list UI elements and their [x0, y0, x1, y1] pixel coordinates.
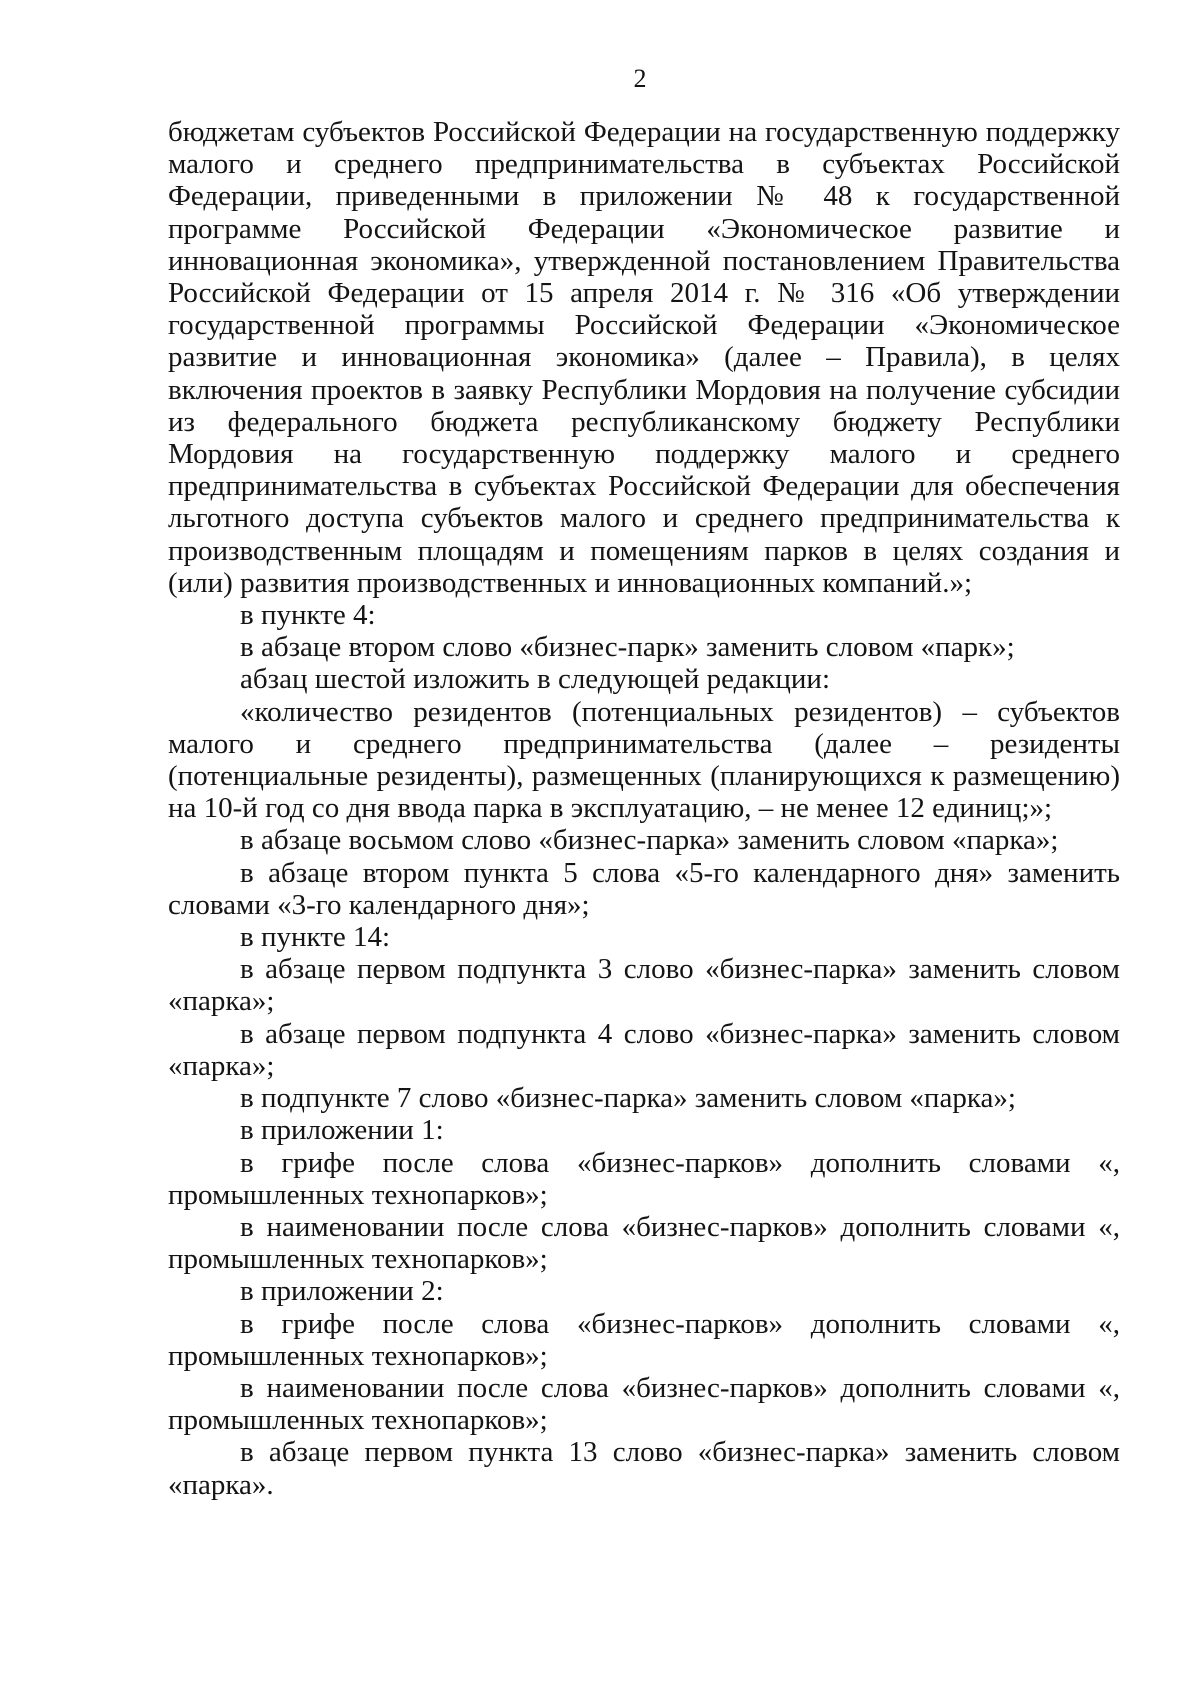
- paragraph: в пункте 4:: [240, 599, 376, 632]
- paragraph: в наименовании после слова «бизнес-парков» дополнить словами «, промышленных технопарков»;: [168, 1371, 1120, 1437]
- page-number: 2: [633, 64, 647, 93]
- paragraph: «количество резидентов (потенциальных резидентов) – субъектов малого и среднего предпринимательства (далее – резиденты (потенциальные резиденты), размещенных (планирующихся к размещению) на 10-й год со дня ввода парка в эксплуатацию, – не менее 12 единиц;»;: [168, 695, 1120, 825]
- paragraph: в абзаце втором слово «бизнес-парк» заменить словом «парк»;: [240, 631, 1015, 664]
- paragraph: в абзаце первом подпункта 4 слово «бизнес-парка» заменить словом «парка»;: [168, 1017, 1120, 1082]
- paragraph: в грифе после слова «бизнес-парков» дополнить словами «, промышленных технопарков»;: [168, 1307, 1120, 1372]
- paragraph: бюджетам субъектов Российской Федерации на государственную поддержку малого и среднего предпринимательства в субъектах Российской Федерации, приведенными в приложении № 48 к государственной программе Российской Федерации «Экономическое развитие и инновационная экономика», утвержденной постановлением Правительства Российской Федерации от 15 апреля 2014 г. № 316 «Об утверждении государственной программы Российской Федерации «Экономическое развитие и инновационная экономика» (далее – Правила), в целях включения проектов в заявку Республики Мордовия на получение субсидии из федерального бюджета республиканскому бюджету Республики Мордовия на государственную поддержку малого и среднего предпринимательства в субъектах Российской Федерации для обеспечения льготного доступа субъектов малого и среднего предпринимательства к производственным площадям и помещениям парков в целях создания и (или) развития производственных и инновационных компаний.»;: [168, 116, 1120, 599]
- paragraph: в наименовании после слова «бизнес-парков» дополнить словами «, промышленных технопарков»;: [168, 1210, 1120, 1276]
- paragraph: абзац шестой изложить в следующей редакции:: [240, 663, 830, 696]
- paragraph: в пункте 14:: [240, 921, 391, 954]
- paragraph: в приложении 2:: [240, 1275, 444, 1308]
- paragraph: в приложении 1:: [240, 1114, 444, 1147]
- paragraph: в грифе после слова «бизнес-парков» дополнить словами «, промышленных технопарков»;: [168, 1146, 1120, 1211]
- paragraph: в абзаце восьмом слово «бизнес-парка» заменить словом «парка»;: [240, 824, 1059, 857]
- paragraph: в абзаце первом пункта 13 слово «бизнес-парка» заменить словом «парка».: [168, 1436, 1120, 1501]
- paragraph: в абзаце втором пункта 5 слова «5-го календарного дня» заменить словами «3-го календарного дня»;: [168, 856, 1120, 921]
- paragraph: в абзаце первом подпункта 3 слово «бизнес-парка» заменить словом «парка»;: [168, 953, 1120, 1018]
- document-body: [168, 116, 1120, 1501]
- paragraph: в подпункте 7 слово «бизнес-парка» заменить словом «парка»;: [240, 1082, 1016, 1115]
